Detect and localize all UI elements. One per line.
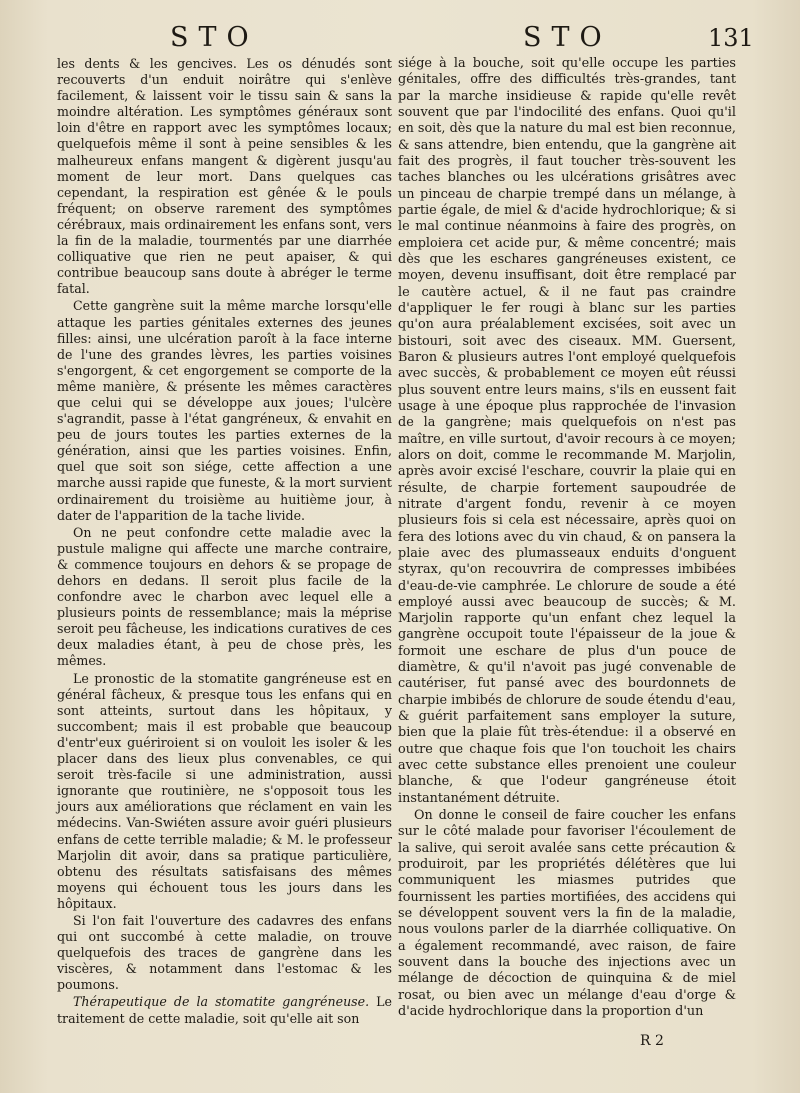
- paragraph: les dents & les gencives. Les os dénudés sont recouverts d'un enduit noirâtre qui s'enlève facilement, & laissent voir le tissu sain & sans la moindre altération. Les symptômes généraux sont loin d'être en rapport avec les symptômes locaux; quelquefois même il sont à peine sensibles & les malheureux enfans mangent & digèrent jusqu'au moment de leur mort. Dans quelques cas cependant, la respiration est gênée & le pouls fréquent; on observe rarement des symptômes cérébraux, mais ordinairement les enfans sont, vers la fin de la maladie, tourmentés par une diarrhée colliquative que rien ne peut apaiser, & qui contribue beaucoup sans doute à abréger le terme fatal.: [57, 56, 392, 297]
- paragraph: Le pronostic de la stomatite gangréneuse est en général fâcheux, & presque tous les enfans qui en sont atteints, surtout dans les hôpitaux, y succombent; mais il est probable que beaucoup d'entr'eux guériroient si on vouloit les isoler & les placer dans des lieux plus convenables, ce qui seroit très-facile si une administration, aussi ignorante que routinière, ne s'opposoit tous les jours aux améliorations que réclament en vain les médecins. Van-Swiéten assure avoir guéri plusieurs enfans de cette terrible maladie; & M. le professeur Marjolin dit avoir, dans sa pratique particulière, obtenu des résultats satisfaisans des mêmes moyens qui échouent tous les jours dans les hôpitaux.: [57, 670, 392, 911]
- paragraph: [57, 994, 392, 1026]
- running-header: [0, 22, 800, 52]
- left-column: [57, 56, 392, 1027]
- right-column: [398, 56, 736, 1020]
- paragraph-text: Le traitement de cette maladie, soit qu'elle ait son: [57, 994, 392, 1026]
- right-running-head: STO: [523, 22, 612, 53]
- paragraph: siége à la bouche, soit qu'elle occupe les parties génitales, offre des difficultés très-grandes, tant par la marche insidieuse & rapide qu'elle revêt souvent que par l'indocilité des enfans. Quoi qu'il en soit, dès que la nature du mal est bien reconnue, & sans attendre, bien entendu, que la gangrène ait fait des progrès, il faut toucher très-souvent les taches blanches ou les ulcérations grisâtres avec un pinceau de charpie trempé dans un mélange, à partie égale, de miel & d'acide hydrochlorique; & si le mal continue néanmoins à faire des progrès, on emploiera cet acide pur, & même concentré; mais dès que les eschares gangréneuses existent, ce moyen, devenu insuffisant, doit être remplacé par le cautère actuel, & il ne faut pas craindre d'appliquer le fer rougi à blanc sur les parties qu'on aura préalablement excisées, soit avec un bistouri, soit avec des ciseaux. MM. Guersent, Baron & plusieurs autres l'ont employé quelquefois avec succès, & probablement ce moyen eût réussi plus souvent entre leurs mains, s'ils en eussent fait usage à une époque plus rapprochée de l'invasion de la gangrène; mais quelquefois on n'est pas maître, en ville surtout, d'avoir recours à ce moyen; alors on doit, comme le recommande M. Marjolin, après avoir excisé l'eschare, couvrir la plaie qui en résulte, de charpie fortement saupoudrée de nitrate d'argent fondu, revenir à ce moyen plusieurs fois si cela est nécessaire, après quoi on fera des lotions avec du vin chaud, & on pansera la plaie avec des plumasseaux enduits d'onguent styrax, qu'on recouvrira de compresses imbibées d'eau-de-vie camphrée. Le chlorure de soude a été employé aussi avec beaucoup de succès; & M. Marjolin rapporte qu'un enfant chez lequel la gangrène occupoit toute l'épaisseur de la joue & formoit une eschare de plus d'un pouce de diamètre, & qu'il n'avoit pas jugé convenable de cautériser, fut pansé avec des bourdonnets de charpie imbibés de chlorure de soude étendu d'eau, & guérit parfaitement sans employer la suture, bien que la plaie fût très-étendue: il a observé en outre que chaque fois que l'on touchoit les chairs avec cette substance elles prenoient une couleur blanche, & que l'odeur gangréneuse étoit instantanément détruite.: [398, 56, 736, 806]
- section-heading: Thérapeutique de la stomatite gangréneuse.: [73, 994, 370, 1010]
- signature-mark: R 2: [640, 1033, 664, 1049]
- paragraph: On donne le conseil de faire coucher les enfans sur le côté malade pour favoriser l'écoulement de la salive, qui seroit avalée sans cette précaution & produiroit, par les propriétés délétères que lui communiquent les miasmes putrides que fournissent les parties mortifiées, des accidens qui se développent souvent vers la fin de la maladie, nous voulons parler de la diarrhée colliquative. On a également recommandé, avec raison, de faire souvent dans la bouche des injections avec un mélange de décoction de quinquina & de miel rosat, ou bien avec un mélange d'eau d'orge & d'acide hydrochlorique dans la proportion d'un: [398, 808, 736, 1020]
- paragraph: Si l'on fait l'ouverture des cadavres des enfans qui ont succombé à cette maladie, on trouve quelquefois des traces de gangrène dans les viscères, & notamment dans l'estomac & les poumons.: [57, 912, 392, 993]
- paragraph: On ne peut confondre cette maladie avec la pustule maligne qui affecte une marche contraire, & commence toujours en dehors & se propage de dehors en dedans. Il seroit plus facile de la confondre avec le charbon avec lequel elle a plusieurs points de ressemblance; mais la méprise seroit peu fâcheuse, les indications curatives de ces deux maladies étant, à peu de chose près, les mêmes.: [57, 524, 392, 669]
- left-running-head: STO: [170, 22, 259, 53]
- paragraph: Cette gangrène suit la même marche lorsqu'elle attaque les parties génitales externes des jeunes filles: ainsi, une ulcération paroît à la face interne de l'une des grandes lèvres, les parties voisines s'engorgent, & cet engorgement se comporte de la même manière, & présente les mêmes caractères que celui qui se développe aux joues; l'ulcère s'agrandit, passe à l'état gangréneux, & envahit en peu de jours toutes les parties externes de la génération, ainsi que les parties voisines. Enfin, quel que soit son siége, cette affection a une marche aussi rapide que funeste, & la mort survient ordinairement du troisième au huitième jour, à dater de l'apparition de la tache livide.: [57, 298, 392, 523]
- page-number: 131: [708, 24, 754, 52]
